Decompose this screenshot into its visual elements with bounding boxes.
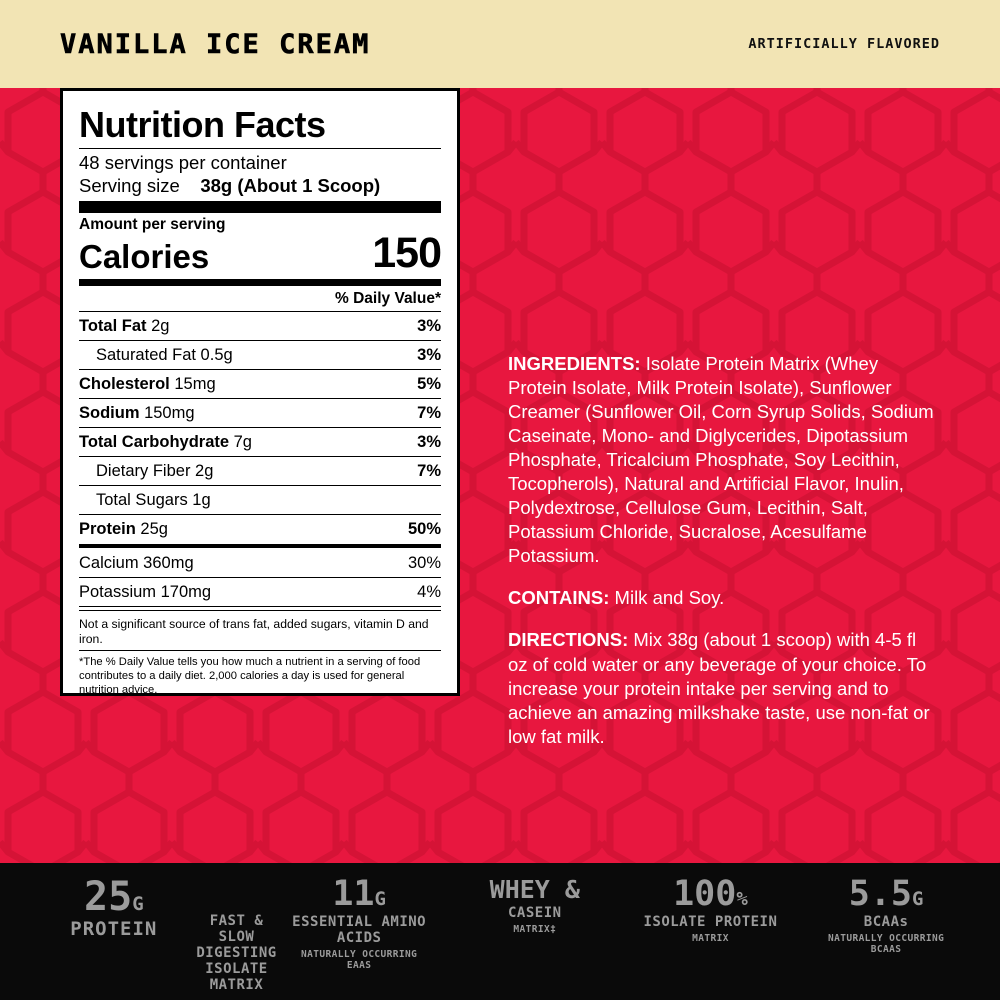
serving-size-row: [79, 175, 441, 198]
nutrient-rows: [79, 315, 441, 607]
badge-primary-label: PROTEIN: [70, 917, 158, 940]
badge-secondary-label: MATRIX‡: [513, 923, 557, 935]
nutrient-label: Cholesterol 15mg: [79, 375, 216, 394]
nutrient-label: Sodium 150mg: [79, 404, 195, 423]
feature-badge: [640, 873, 780, 987]
nutrient-row: [79, 518, 441, 540]
ingredients-label: INGREDIENTS:: [508, 353, 641, 374]
daily-value-header: % Daily Value*: [335, 290, 441, 308]
badge-value: 100%: [673, 873, 748, 914]
badge-primary-label: ISOLATE PROTEIN: [643, 913, 778, 930]
serving-size-label: Serving size: [79, 174, 180, 196]
nutrient-daily-value: 5%: [417, 375, 441, 394]
feature-badge-bar: [0, 863, 1000, 1000]
nutrient-label: Protein 25g: [79, 520, 168, 539]
feature-badge: [289, 873, 429, 987]
directions-label: DIRECTIONS:: [508, 629, 629, 651]
badge-value: 5.5G: [848, 873, 924, 914]
nutrition-facts-panel: [60, 88, 460, 696]
nutrient-daily-value: 7%: [417, 404, 441, 423]
ingredients-paragraph: [508, 352, 940, 568]
nutrient-row: [79, 402, 441, 424]
row-divider: [79, 577, 441, 578]
row-divider: [79, 369, 441, 370]
badge-value: 11G: [332, 873, 386, 914]
nutrient-label: Total Fat 2g: [79, 317, 170, 336]
contains-text: Milk and Soy.: [609, 587, 725, 609]
calories-label: Calories: [79, 238, 210, 276]
badge-primary-label: CASEIN: [508, 904, 562, 921]
nutrient-row: [79, 344, 441, 366]
badge-unit: G: [911, 887, 924, 910]
nutrient-row: [79, 431, 441, 453]
nutrient-label: Total Carbohydrate 7g: [79, 433, 252, 452]
nutrient-daily-value: 50%: [407, 520, 441, 539]
badge-secondary-label: MATRIX: [692, 932, 729, 944]
row-divider: [79, 485, 441, 486]
row-divider: [79, 398, 441, 399]
not-significant-note: Not a significant source of trans fat, added sugars, vitamin D and iron.: [79, 617, 429, 647]
badge-unit: %: [736, 887, 748, 910]
feature-badge: [465, 874, 605, 987]
nutrient-daily-value: 3%: [417, 346, 441, 365]
badge-secondary-label: NATURALLY OCCURRING BCAAS: [827, 932, 945, 955]
nutrient-row: [79, 460, 441, 482]
directions-text: Mix 38g (about 1 scoop) with 4-5 fl oz of cold water or any beverage of your choice. To increase your protein intake per serving and to achieve an amazing milkshake taste, use non-fat or low fat milk.: [508, 629, 930, 747]
feature-badge: [816, 873, 956, 987]
badge-unit: G: [374, 887, 386, 910]
badge-primary-label: FAST & SLOW DIGESTING ISOLATE MATRIX: [196, 912, 277, 993]
nutrient-label: Dietary Fiber 2g: [96, 462, 214, 481]
directions-paragraph: [508, 628, 940, 748]
nutrient-daily-value: 3%: [417, 433, 441, 452]
row-divider: [79, 514, 441, 515]
feature-badge: [44, 873, 184, 987]
row-divider: [79, 544, 441, 548]
flavor-title: VANILLA ICE CREAM: [60, 28, 371, 60]
badge-secondary-label: NATURALLY OCCURRING EAAS: [301, 948, 418, 972]
badge-unit: G: [132, 892, 144, 915]
row-divider: [79, 456, 441, 457]
nutrient-daily-value: 4%: [417, 583, 441, 602]
contains-label: CONTAINS:: [508, 587, 610, 609]
nutrient-row: [79, 489, 441, 511]
row-divider: [79, 340, 441, 341]
row-divider: [79, 606, 441, 607]
serving-size-value: 38g (About 1 Scoop): [200, 174, 381, 196]
badge-primary-label: BCAAs: [863, 913, 909, 930]
nutrient-row: [79, 373, 441, 395]
badge-value: WHEY &: [489, 874, 580, 904]
nutrient-label: Calcium 360mg: [79, 554, 194, 573]
row-divider: [79, 427, 441, 428]
badge-primary-label: ESSENTIAL AMINO ACIDS: [292, 913, 427, 946]
amount-per-serving-label: Amount per serving: [79, 216, 226, 234]
nutrient-row: [79, 581, 441, 603]
artificially-flavored-note: ARTIFICIALLY FLAVORED: [748, 36, 940, 52]
ingredients-text: Isolate Protein Matrix (Whey Protein Isolate, Milk Protein Isolate), Sunflower Creamer (Sunflower Oil, Corn Syrup Solids, Sodium Caseinate, Mono- and Diglycerides, Dipotassium Phosphate, Tricalcium Phosphate, Soy Lecithin, Tocopherols), Natural and Artificial Flavor, Inulin, Polydextrose, Cellulose Gum, Lecithin, Salt, Potassium Chloride, Sucralose, Acesulfame Potassium.: [508, 353, 934, 567]
nutrition-facts-title: Nutrition Facts: [79, 104, 326, 145]
nutrient-label: Potassium 170mg: [79, 583, 212, 602]
badge-value: 25G: [84, 873, 144, 920]
nutrient-row: [79, 552, 441, 574]
feature-badge: [196, 907, 277, 993]
nutrient-row: [79, 315, 441, 337]
nutrient-daily-value: 3%: [417, 317, 441, 336]
nutrient-daily-value: 7%: [417, 462, 441, 481]
nutrient-label: Saturated Fat 0.5g: [96, 346, 233, 365]
nutrient-label: Total Sugars 1g: [96, 491, 211, 510]
product-info-column: [508, 352, 940, 749]
contains-paragraph: [508, 586, 940, 610]
daily-value-footnote: *The % Daily Value tells you how much a nutrient in a serving of food contributes to a daily diet. 2,000 calories a day is used for general nutrition advice.: [79, 656, 421, 697]
flavor-banner: [0, 0, 1000, 88]
calories-row: [79, 229, 441, 278]
nutrient-daily-value: 30%: [407, 554, 441, 573]
servings-per-container: 48 servings per container: [79, 152, 287, 173]
calories-value: 150: [372, 229, 441, 278]
